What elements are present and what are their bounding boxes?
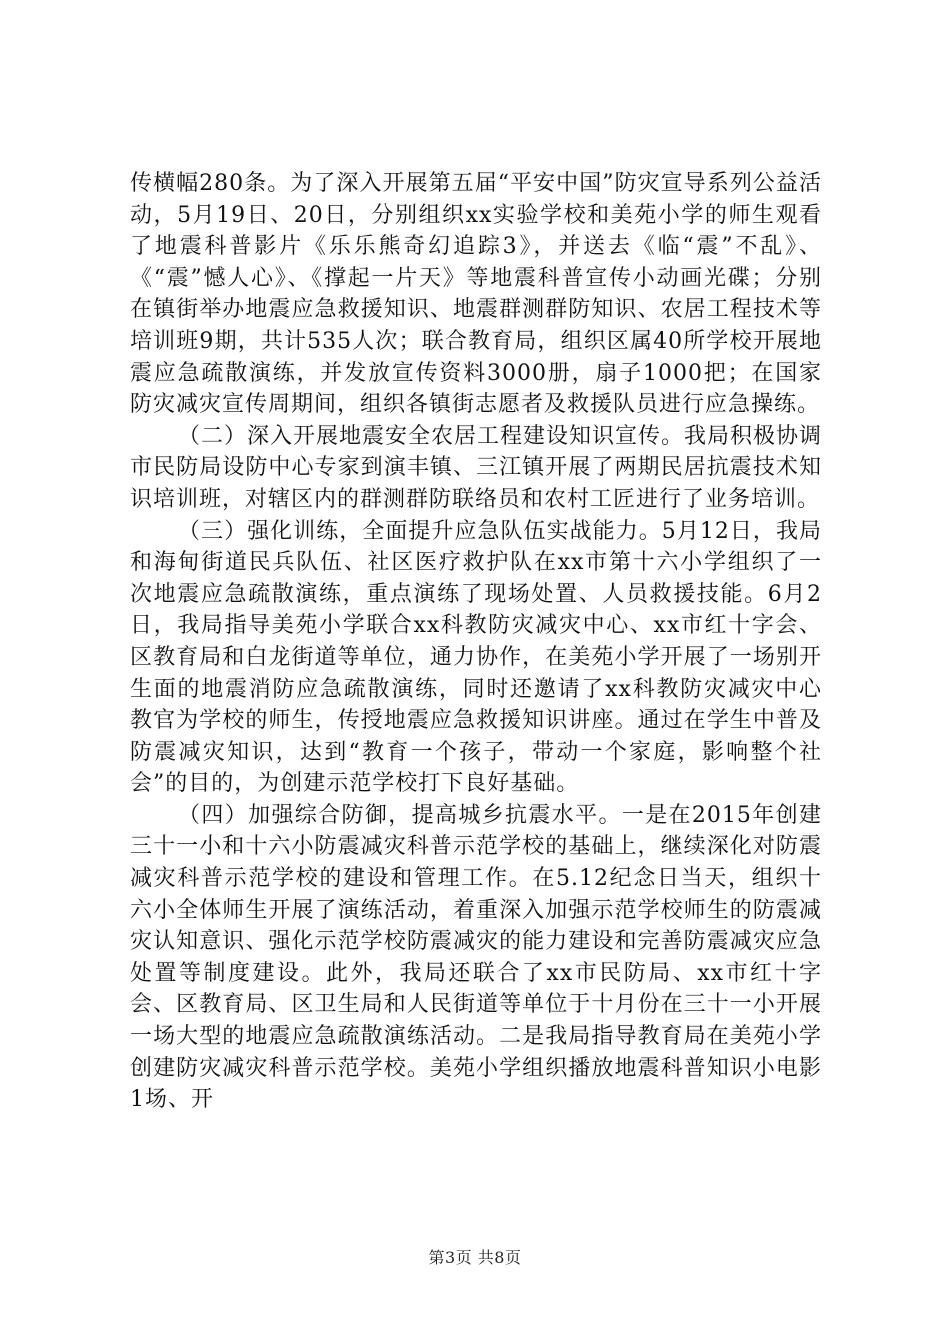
document-body (130, 168, 822, 1116)
page-number-footer: 第3页 共8页 (428, 1248, 522, 1267)
paragraph-section-3: （三）强化训练，全面提升应急队伍实战能力。5月12日，我局和海甸街道民兵队伍、社区医疗救护队在xx市第十六小学组织了一次地震应急疏散演练，重点演练了现场处置、人员救援技能。6月2日，我局指导美苑小学联合xx科教防灾减灾中心、xx市红十字会、区教育局和白龙街道等单位，通力协作，在美苑小学开展了一场别开生面的地震消防应急疏散演练，同时还邀请了xx科教防灾减灾中心教官为学校的师生，传授地震应急救援知识讲座。通过在学生中普及防震减灾知识，达到“教育一个孩子，带动一个家庭，影响整个社会”的目的，为创建示范学校打下良好基础。 (130, 518, 822, 797)
paragraph-section-4: （四）加强综合防御，提高城乡抗震水平。一是在2015年创建三十一小和十六小防震减灾科普示范学校的基础上，继续深化对防震减灾科普示范学校的建设和管理工作。在5.12纪念日当天，组织十六小全体师生开展了演练活动，着重深入加强示范学校师生的防震减灾认知意识、强化示范学校防震减灾的能力建设和完善防震减灾应急处置等制度建设。此外，我局还联合了xx市民防局、xx市红十字会、区教育局、区卫生局和人民街道等单位于十月份在三十一小开展一场大型的地震应急疏散演练活动。二是我局指导教育局在美苑小学创建防灾减灾科普示范学校。美苑小学组织播放地震科普知识小电影1场、开 (130, 802, 822, 1113)
paragraph-section-2: （二）深入开展地震安全农居工程建设知识宣传。我局积极协调市民防局设防中心专家到演丰镇、三江镇开展了两期民居抗震技术知识培训班，对辖区内的群测群防联络员和农村工匠进行了业务培训。 (130, 423, 823, 512)
paragraph-continuation: 传横幅280条。为了深入开展第五届“平安中国”防灾宣导系列公益活动，5月19日、20日，分别组织xx实验学校和美苑小学的师生观看了地震科普影片《乐乐熊奇幻追踪3》，并送去《临“震”不乱》、《“震”憾人心》、《撑起一片天》等地震科普宣传小动画光碟；分别在镇街举办地震应急救援知识、地震群测群防知识、农居工程技术等培训班9期，共计535人次；联合教育局，组织区属40所学校开展地震应急疏散演练，并发放宣传资料3000册，扇子1000把；在国家防灾减灾宣传周期间，组织各镇街志愿者及救援队员进行应急操练。 (130, 171, 822, 418)
